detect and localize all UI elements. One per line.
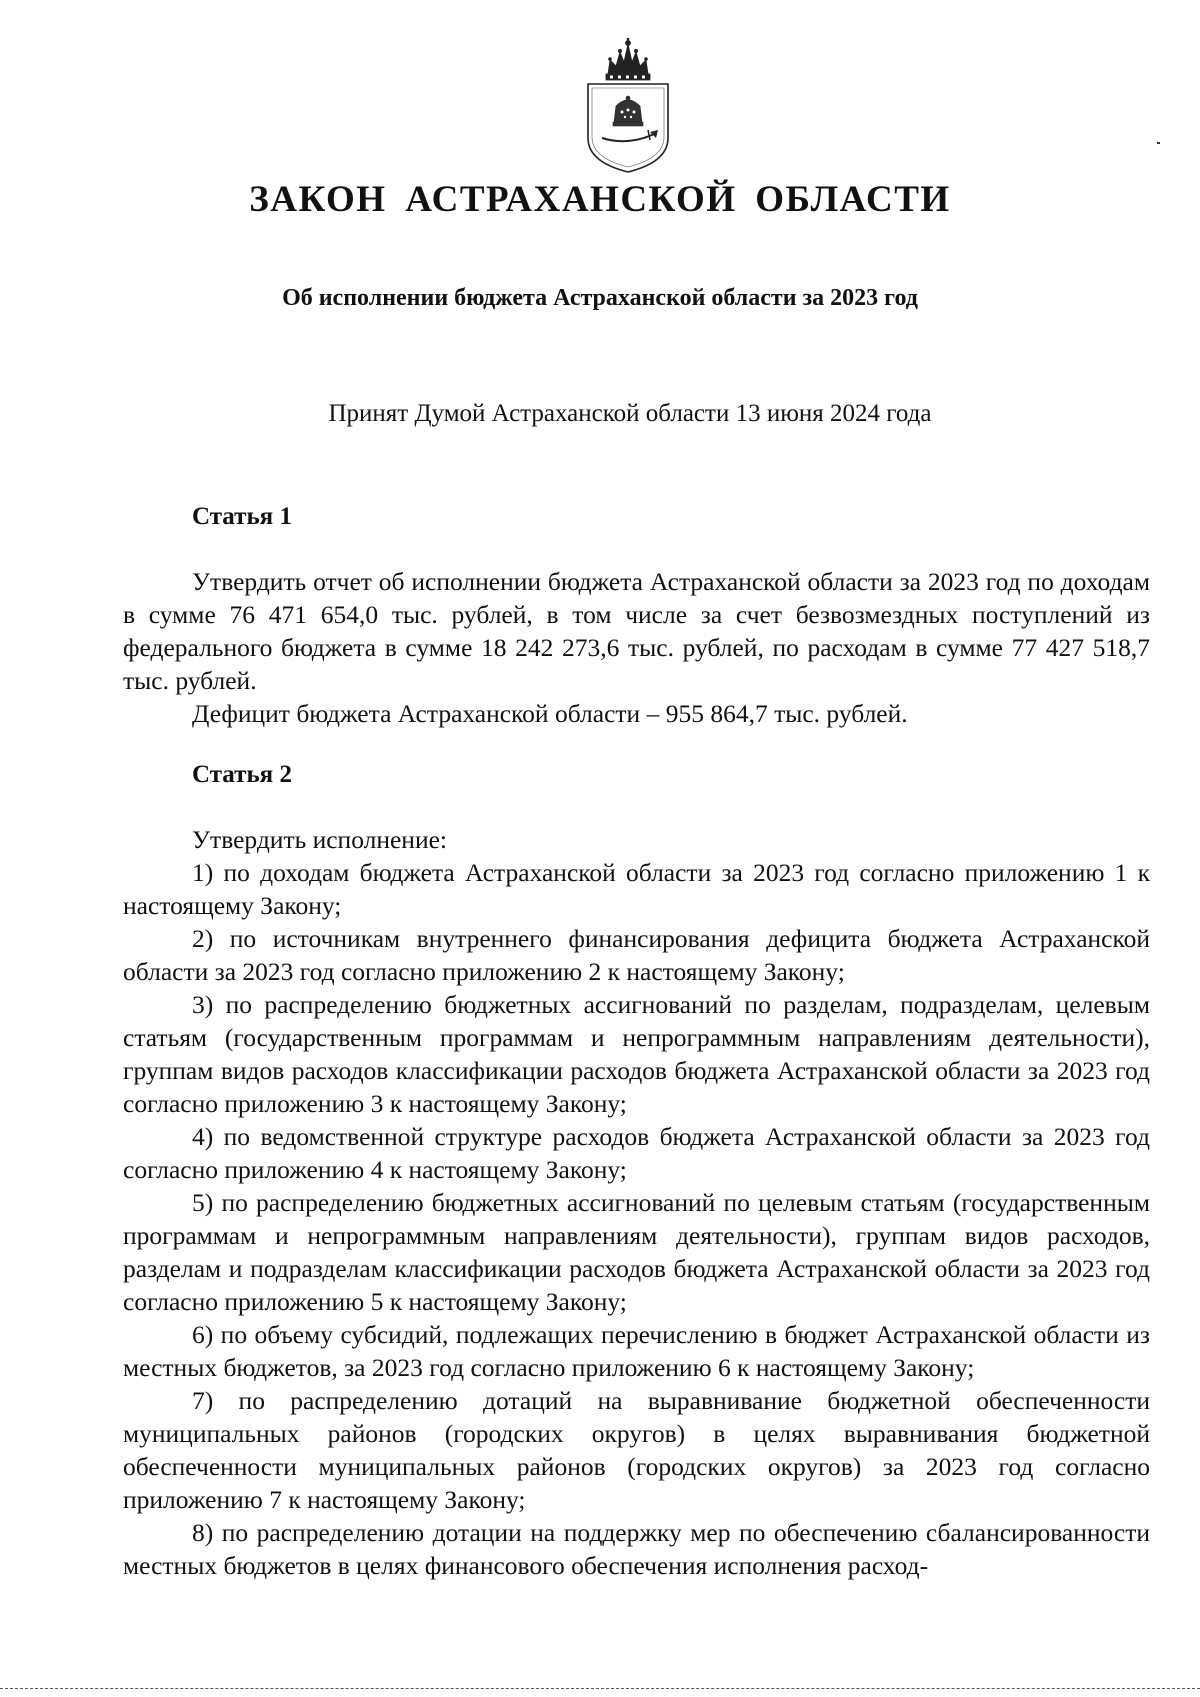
paragraph: Дефицит бюджета Астраханской области – 955 864,7 тыс. рублей. (192, 699, 908, 728)
article-2-body (123, 823, 1150, 1582)
paragraph: Утвердить отчет об исполнении бюджета Астраханской области за 2023 год по доходам в сумме 76 471 654,0 тыс. рублей, в том числе за счет безвозмездных поступлений из федерального бюджета в сумме 18 242 273,6 тыс. рублей, по расходам в сумме 77 427 518,7 тыс. рублей. (123, 567, 1150, 695)
list-item: 8) по распределению дотации на поддержку мер по обеспечению сбалансированности местных бюджетов в целях финансового обеспечения исполнения расход- (123, 1518, 1150, 1580)
article-1-body (123, 565, 1150, 730)
article-2-heading: Статья 2 (192, 761, 292, 788)
document-title: ЗАКОН АСТРАХАНСКОЙ ОБЛАСТИ (249, 179, 951, 220)
astrakhan-coat-of-arms-icon (580, 38, 676, 176)
list-item: 6) по объему субсидий, подлежащих перечислению в бюджет Астраханской области из местных бюджетов, за 2023 год согласно приложению 6 к настоящему Закону; (123, 1320, 1150, 1382)
list-item: 4) по ведомственной структуре расходов бюджета Астраханской области за 2023 год согласно приложению 4 к настоящему Закону; (123, 1122, 1150, 1184)
article-1-heading: Статья 1 (192, 503, 292, 530)
list-item: 5) по распределению бюджетных ассигнований по целевым статьям (государственным программам и непрограммным направлениям деятельности), группам видов расходов, разделам и подразделам классификации расходов бюджета Астраханской области за 2023 год согласно приложению 5 к настоящему Закону; (123, 1188, 1150, 1316)
document-subtitle: Об исполнении бюджета Астраханской области за 2023 год (282, 285, 918, 311)
list-item: 2) по источникам внутреннего финансирования дефицита бюджета Астраханской области за 2023 год согласно приложению 2 к настоящему Закону; (123, 924, 1150, 986)
scan-edge-line (0, 1688, 1200, 1689)
adoption-note: Принят Думой Астраханской области 13 июня 2024 года (328, 400, 932, 427)
list-item: 7) по распределению дотаций на выравнивание бюджетной обеспеченности муниципальных районов (городских округов) в целях выравнивания бюджетной обеспеченности муниципальных районов (городских округов) за 2023 год согласно приложению 7 к настоящему Закону; (123, 1386, 1150, 1514)
scan-speck (1157, 142, 1160, 144)
list-item: 3) по распределению бюджетных ассигнований по разделам, подразделам, целевым статьям (государственным программам и непрограммным направлениям деятельности), группам видов расходов классификации расходов бюджета Астраханской области за 2023 год согласно приложению 3 к настоящему Закону; (123, 990, 1150, 1118)
paragraph: Утвердить исполнение: (192, 825, 447, 854)
list-item: 1) по доходам бюджета Астраханской области за 2023 год согласно приложению 1 к настоящему Закону; (123, 858, 1150, 920)
